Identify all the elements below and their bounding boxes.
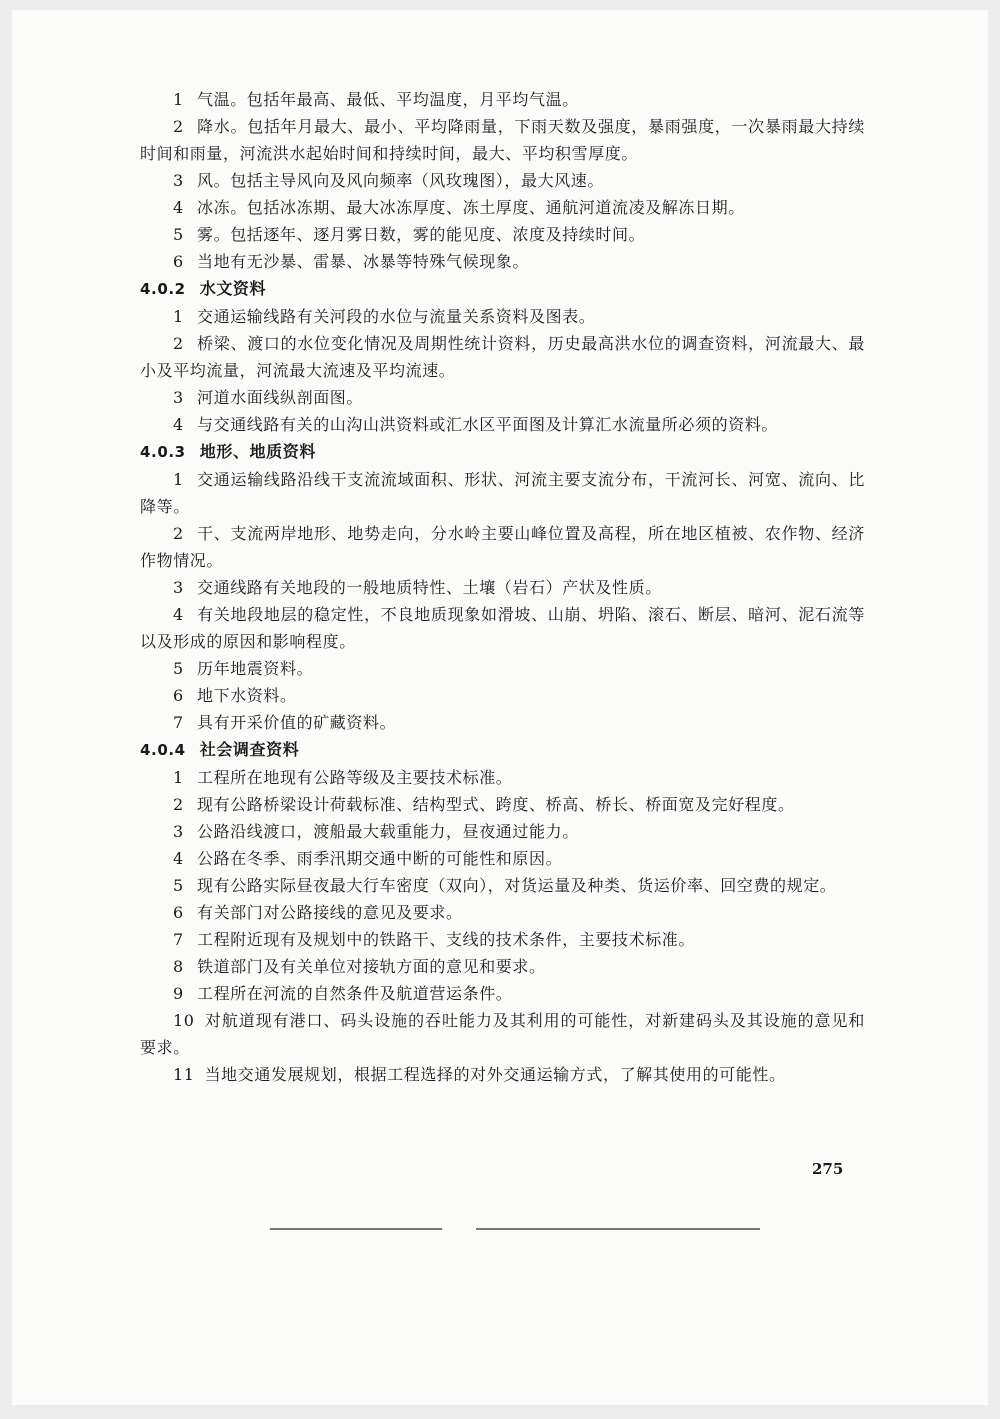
item-text: 交通线路有关地段的一般地质特性、土壤（岩石）产状及性质。 [197,578,662,597]
list-item [140,330,865,384]
section-title: 地形、地质资料 [199,442,316,461]
item-number: 3 [173,388,184,407]
section-title: 水文资料 [199,279,267,298]
list-item [140,1061,865,1088]
section-number: 4.0.2 [140,280,186,298]
list-item [140,818,865,845]
item-text: 现有公路实际昼夜最大行车密度（双向），对货运量及种类、货运价率、回空费的规定。 [197,876,837,895]
item-number: 2 [173,334,184,353]
item-text: 历年地震资料。 [197,659,314,678]
list-item [140,194,865,221]
list-item [140,384,865,411]
list-item [140,872,865,899]
item-text: 工程附近现有及规划中的铁路干、支线的技术条件，主要技术标准。 [197,930,696,949]
list-item [140,764,865,791]
item-text: 交通运输线路有关河段的水位与流量关系资料及图表。 [197,307,596,326]
item-number: 8 [173,957,184,976]
footer-rule-right [476,1228,760,1230]
item-text: 与交通线路有关的山沟山洪资料或汇水区平面图及计算汇水流量所必须的资料。 [197,415,779,434]
list-item [140,655,865,682]
section-number: 4.0.3 [140,443,186,461]
item-number: 2 [173,524,184,543]
item-number: 4 [173,605,184,624]
item-text: 有关部门对公路接线的意见及要求。 [197,903,463,922]
item-number: 1 [173,307,184,326]
item-text: 冰冻。包括冰冻期、最大冰冻厚度、冻土厚度、通航河道流凌及解冻日期。 [197,198,745,217]
item-number: 6 [173,252,184,271]
list-item [140,113,865,167]
item-number: 5 [173,659,184,678]
list-item [140,221,865,248]
item-text: 工程所在地现有公路等级及主要技术标准。 [197,768,513,787]
item-text: 公路在冬季、雨季汛期交通中断的可能性和原因。 [197,849,563,868]
item-text: 现有公路桥梁设计荷载标准、结构型式、跨度、桥高、桥长、桥面宽及完好程度。 [197,795,795,814]
item-number: 2 [173,117,184,136]
list-item [140,574,865,601]
item-number: 4 [173,198,184,217]
item-text: 工程所在河流的自然条件及航道营运条件。 [197,984,513,1003]
list-item [140,466,865,520]
list-item [140,791,865,818]
list-item [140,899,865,926]
document-body [140,86,865,1088]
section-heading [140,438,865,466]
item-text: 有关地段地层的稳定性，不良地质现象如滑坡、山崩、坍陷、滚石、断层、暗河、泥石流等以及形成的原因和影响程度。 [140,605,865,651]
item-text: 气温。包括年最高、最低、平均温度，月平均气温。 [197,90,579,109]
list-item [140,980,865,1007]
item-text: 干、支流两岸地形、地势走向，分水岭主要山峰位置及高程，所在地区植被、农作物、经济作物情况。 [140,524,865,570]
item-number: 3 [173,822,184,841]
item-number: 3 [173,578,184,597]
item-number: 10 [173,1011,195,1030]
item-text: 当地有无沙暴、雷暴、冰暴等特殊气候现象。 [197,252,530,271]
list-item [140,86,865,113]
item-text: 降水。包括年月最大、最小、平均降雨量，下雨天数及强度，暴雨强度，一次暴雨最大持续时间和雨量，河流洪水起始时间和持续时间，最大、平均积雪厚度。 [140,117,865,163]
item-number: 5 [173,225,184,244]
item-number: 3 [173,171,184,190]
item-text: 桥梁、渡口的水位变化情况及周期性统计资料，历史最高洪水位的调查资料，河流最大、最小及平均流量，河流最大流速及平均流速。 [140,334,865,380]
list-item [140,926,865,953]
item-text: 雾。包括逐年、逐月雾日数，雾的能见度、浓度及持续时间。 [197,225,646,244]
list-item [140,682,865,709]
item-text: 公路沿线渡口，渡船最大载重能力，昼夜通过能力。 [197,822,579,841]
list-item [140,601,865,655]
item-number: 2 [173,795,184,814]
item-text: 对航道现有港口、码头设施的吞吐能力及其利用的可能性，对新建码头及其设施的意见和要求。 [140,1011,865,1057]
item-number: 7 [173,930,184,949]
footer-rule-left [270,1228,442,1230]
item-text: 铁道部门及有关单位对接轨方面的意见和要求。 [197,957,546,976]
list-item [140,167,865,194]
list-item [140,411,865,438]
item-number: 6 [173,686,184,705]
item-number: 1 [173,768,184,787]
section-heading [140,275,865,303]
item-number: 9 [173,984,184,1003]
page-number: 275 [812,1160,844,1178]
item-text: 风。包括主导风向及风向频率（风玫瑰图），最大风速。 [197,171,605,190]
item-number: 6 [173,903,184,922]
document-page [12,10,988,1405]
section-number: 4.0.4 [140,741,186,759]
item-text: 地下水资料。 [197,686,297,705]
item-number: 1 [173,90,184,109]
item-number: 11 [173,1065,195,1084]
item-number: 4 [173,415,184,434]
list-item [140,1007,865,1061]
list-item [140,845,865,872]
item-number: 4 [173,849,184,868]
list-item [140,248,865,275]
item-text: 具有开采价值的矿藏资料。 [197,713,397,732]
item-text: 河道水面线纵剖面图。 [197,388,364,407]
list-item [140,953,865,980]
section-heading [140,736,865,764]
section-title: 社会调查资料 [199,740,300,759]
list-item [140,709,865,736]
item-number: 1 [173,470,184,489]
item-number: 5 [173,876,184,895]
list-item [140,303,865,330]
item-number: 7 [173,713,184,732]
list-item [140,520,865,574]
item-text: 当地交通发展规划，根据工程选择的对外交通运输方式，了解其使用的可能性。 [204,1065,786,1084]
item-text: 交通运输线路沿线干支流流域面积、形状、河流主要支流分布，干流河长、河宽、流向、比降等。 [140,470,865,516]
